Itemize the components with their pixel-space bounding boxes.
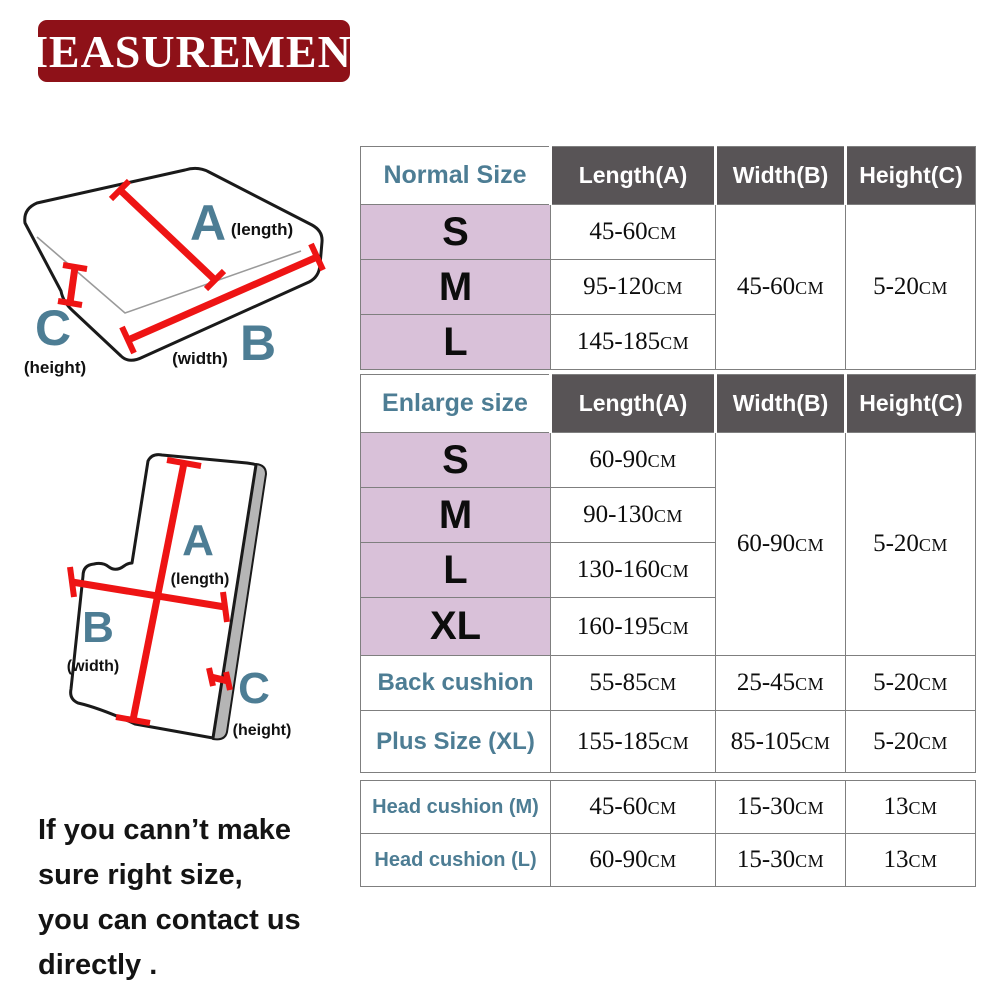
length-value-cell — [551, 598, 716, 656]
size-table-enlarge — [360, 374, 976, 773]
value-range: 90-130 — [583, 501, 654, 528]
table-header-row — [361, 147, 976, 205]
value-range: 5-20 — [873, 669, 919, 696]
table-row — [361, 433, 976, 488]
label-c: C — [238, 664, 270, 713]
value-range: 25-45 — [736, 669, 796, 696]
value-range: 60-90 — [736, 530, 796, 557]
value-unit: CM — [918, 535, 948, 555]
length-value-cell — [551, 205, 716, 260]
label-a-sub: (length) — [230, 220, 294, 239]
label-b-sub: (width) — [66, 658, 120, 675]
height-value-cell — [846, 205, 976, 370]
col-header-width: Width(B) — [716, 375, 846, 433]
label-c-sub: (height) — [23, 358, 87, 377]
value-range: 13 — [883, 793, 909, 820]
label-a: A — [182, 516, 214, 565]
value-unit: CM — [647, 851, 677, 871]
col-header-length: Length(A) — [551, 375, 716, 433]
width-value-cell — [716, 711, 846, 773]
label-a: A — [189, 195, 227, 251]
row-label-head-cushion-m: Head cushion (M) — [361, 781, 551, 834]
value-range: 5-20 — [873, 273, 919, 300]
value-unit: CM — [653, 278, 683, 298]
contact-note — [38, 808, 301, 988]
col-header-height: Height(C) — [846, 375, 976, 433]
note-line: directly . — [38, 949, 158, 981]
value-range: 60-90 — [589, 446, 648, 473]
table-row — [361, 205, 976, 260]
length-value-cell — [551, 260, 716, 315]
height-value-cell — [846, 433, 976, 656]
note-line: If you cann’t make — [38, 814, 292, 846]
col-header-length: Length(A) — [551, 147, 716, 205]
value-unit: CM — [795, 535, 825, 555]
label-b: B — [239, 315, 277, 371]
table-row — [361, 834, 976, 887]
width-value-cell — [716, 656, 846, 711]
value-range: 15-30 — [736, 793, 796, 820]
value-unit: CM — [908, 798, 938, 818]
value-range: 13 — [883, 846, 909, 873]
length-value-cell — [551, 781, 716, 834]
value-range: 160-195 — [576, 612, 661, 640]
section-title-normal: Normal Size — [361, 147, 551, 205]
size-cell: L — [361, 315, 551, 370]
value-range: 145-185 — [576, 328, 661, 355]
width-value-cell — [716, 781, 846, 834]
value-range: 155-185 — [576, 727, 661, 755]
size-cell: L — [361, 543, 551, 598]
table-row — [361, 656, 976, 711]
height-value-cell — [846, 781, 976, 834]
row-label-plus-size: Plus Size (XL) — [361, 711, 551, 773]
section-title-enlarge: Enlarge size — [361, 375, 551, 433]
value-range: 45-60 — [589, 793, 648, 820]
row-label-head-cushion-l: Head cushion (L) — [361, 834, 551, 887]
value-unit: CM — [660, 732, 690, 753]
size-cell: M — [361, 260, 551, 315]
row-label-back-cushion: Back cushion — [361, 656, 551, 711]
size-cell: M — [361, 488, 551, 543]
col-header-width: Width(B) — [716, 147, 846, 205]
value-unit: CM — [908, 851, 938, 871]
label-a-sub: (length) — [170, 571, 230, 588]
value-range: 45-60 — [736, 273, 796, 300]
label-b-sub: (width) — [172, 349, 228, 368]
value-unit: CM — [660, 561, 690, 581]
value-range: 5-20 — [873, 530, 919, 557]
height-value-cell — [846, 834, 976, 887]
height-value-cell — [846, 656, 976, 711]
value-unit: CM — [647, 451, 677, 471]
value-unit: CM — [801, 732, 831, 753]
value-unit: CM — [647, 798, 677, 818]
height-value-cell — [846, 711, 976, 773]
value-range: 45-60 — [589, 218, 648, 245]
col-header-height: Height(C) — [846, 147, 976, 205]
note-line: sure right size, — [38, 859, 243, 891]
table-row — [361, 781, 976, 834]
size-cell: S — [361, 205, 551, 260]
value-unit: CM — [918, 674, 948, 694]
value-unit: CM — [795, 798, 825, 818]
value-unit: CM — [647, 223, 677, 243]
value-unit: CM — [795, 674, 825, 694]
page-title: MEASUREMENT — [4, 25, 384, 77]
length-value-cell — [551, 656, 716, 711]
value-range: 130-160 — [576, 556, 661, 583]
width-value-cell — [716, 834, 846, 887]
value-unit: CM — [795, 851, 825, 871]
table-header-row — [361, 375, 976, 433]
width-value-cell — [716, 433, 846, 656]
value-unit: CM — [918, 732, 948, 753]
width-value-cell — [716, 205, 846, 370]
value-unit: CM — [660, 333, 690, 353]
measurement-title-badge — [4, 20, 384, 82]
value-unit: CM — [918, 278, 948, 298]
length-value-cell — [551, 433, 716, 488]
length-value-cell — [551, 315, 716, 370]
value-range: 15-30 — [736, 846, 796, 873]
length-value-cell — [551, 543, 716, 598]
length-value-cell — [551, 488, 716, 543]
value-unit: CM — [660, 617, 690, 638]
value-range: 85-105 — [730, 727, 802, 755]
value-unit: CM — [647, 674, 677, 694]
seat-cushion-diagram — [15, 145, 350, 400]
value-range: 5-20 — [873, 727, 919, 755]
value-unit: CM — [653, 506, 683, 526]
length-value-cell — [551, 711, 716, 773]
label-c-sub: (height) — [232, 722, 292, 739]
label-b: B — [82, 603, 114, 652]
label-c: C — [34, 300, 72, 356]
size-table-normal — [360, 146, 976, 370]
table-row — [361, 711, 976, 773]
length-value-cell — [551, 834, 716, 887]
value-range: 95-120 — [583, 273, 654, 300]
value-unit: CM — [795, 278, 825, 298]
size-cell: XL — [361, 598, 551, 656]
size-cell: S — [361, 433, 551, 488]
value-range: 60-90 — [589, 846, 648, 873]
size-table-head-cushion — [360, 780, 976, 887]
lounge-cushion-diagram — [40, 435, 340, 765]
value-range: 55-85 — [589, 669, 648, 696]
note-line: you can contact us — [38, 904, 301, 936]
